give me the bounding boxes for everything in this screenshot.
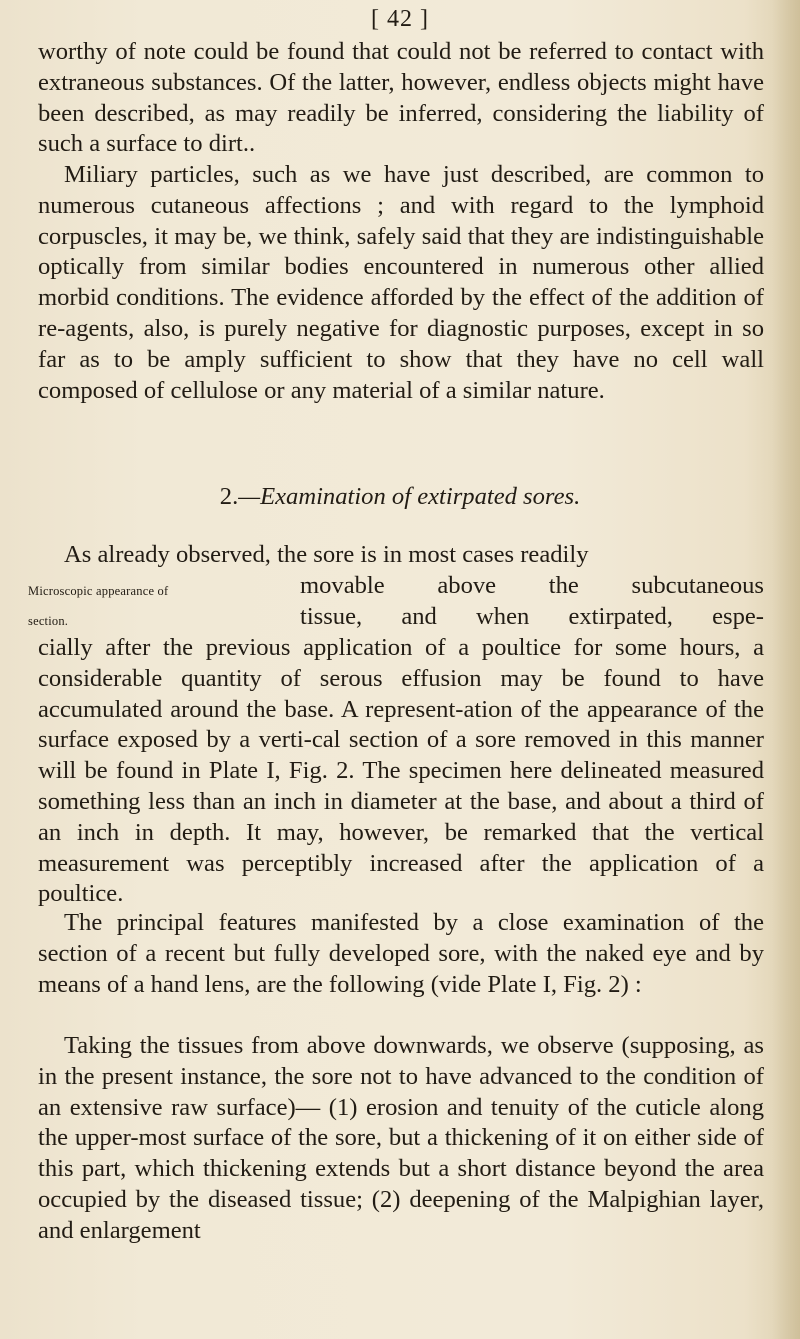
page-number: [ 42 ] [371, 6, 429, 32]
section-title-dash: — [238, 483, 261, 510]
sidenote-line-2: section. [28, 614, 69, 628]
page-edge-shadow [772, 0, 800, 1339]
section-heading [0, 482, 800, 512]
paragraph-extirpated-body: cially after the previous application of a poultice for some hours, a considerable quantity of serous effusion may be found to have accumulated around the base. A represent-ation of the appearance of the surface exposed by a verti-cal section of a sore removed in this manner will be found in Plate I, Fig. 2. The specimen here delineated measured something less than an inch in diameter at the base, and about a third of an inch in depth. It may, however, be remarked that the vertical measurement was perceptibly increased after the application of a poultice. [38, 634, 764, 908]
section-title: Examination of extirpated sores. [260, 483, 581, 510]
paragraph-principal-features [38, 908, 764, 1000]
first-line-text: As already observed, the sore is in most cases readily [64, 541, 589, 568]
wrapped-text-beside-sidenote [300, 571, 764, 633]
taking-tissues-text: Taking the tissues from above downwards, we observe (supposing, as in the present instance, the sore not to have advanced to the condition of an extensive raw surface)— (1) erosion and tenuity of the cuticle along the upper-most surface of the sore, but a thickening of it on either side of this part, which thickening extends but a short distance beyond the area occupied by the diseased tissue; (2) deepening of the Malpighian layer, and enlargement [38, 1032, 764, 1244]
section-number: 2. [219, 483, 239, 510]
wrapped-line-2: tissue, and when extirpated, espe- [300, 602, 764, 630]
paragraph-extirpated-first-line [38, 540, 764, 571]
margin-sidenote [28, 576, 298, 636]
paragraph-taking-tissues [38, 1031, 764, 1247]
paragraph-miliary-text: Miliary particles, such as we have just described, are common to numerous cutaneous affections ; and with regard to the lymphoid corpuscles, it may be, we think, safely said that they are indistinguishable optically from similar bodies encountered in numerous other allied morbid conditions. The evidence afforded by the effect of the addition of re-agents, also, is purely negative for diagnostic purposes, except in so far as to be amply sufficient to show that they have no cell wall composed of cellulose or any material of a similar nature. [38, 161, 764, 404]
wrapped-line-1: movable above the subcutaneous [300, 572, 764, 599]
sidenote-line-1: Microscopic appearance of [28, 584, 169, 598]
paragraph-miliary-particles [38, 160, 764, 406]
paragraph-continuation: worthy of note could be found that could not be referred to contact with extraneous substances. Of the latter, however, endless objects might have been described, as may readily be inferred, considering the liability of such a surface to dirt.. [38, 38, 764, 158]
principal-features-text: The principal features manifested by a close examination of the section of a recent but fully developed sore, with the naked eye and by means of a hand lens, are the following (vide Plate I, Fig. 2) : [38, 909, 764, 998]
